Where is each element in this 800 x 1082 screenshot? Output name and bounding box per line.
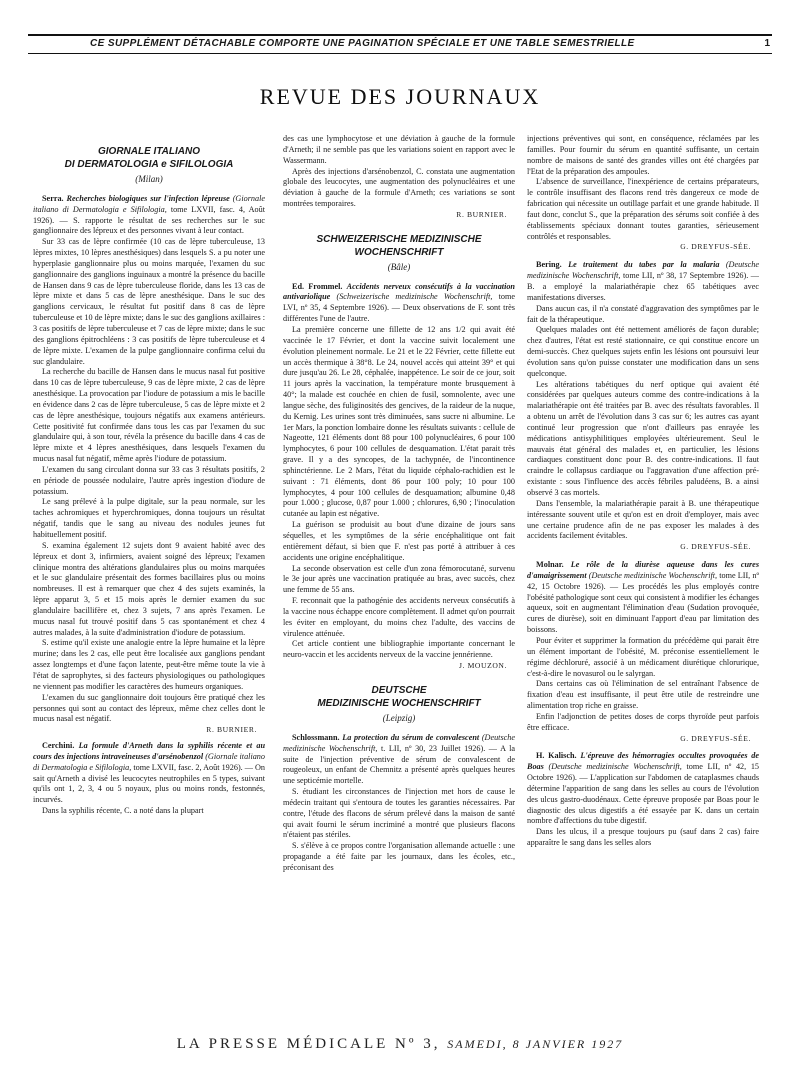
journal-title: DEUTSCHE MEDIZINISCHE WOCHENSCHRIFT: [317, 684, 481, 709]
article-cerchini-intro: Cerchini. La formule d'Arneth dans la syphilis récente et au cours des injections intraveineuses d'arsénobenzol (Giornale italiano di Dermatologia e Sifilologia, tome LXVII, fasc. 2, Août 1926). — On sait qu'Arneth a divisé les leucocytes neutrophiles en 5 types, suivant qu'ils ont 1, 2, 3, 4 ou 5 noyaux, plus ou moins ronds, festonnés, incurvés.: [33, 741, 266, 805]
supplement-banner: CE SUPPLÉMENT DÉTACHABLE COMPORTE UNE PAGINATION SPÉCIALE ET UNE TABLE SEMESTRIELLE: [90, 38, 635, 49]
journal-city: (Leipzig): [382, 712, 416, 723]
author-signature: G. DREYFUS-SÉE.: [680, 733, 751, 743]
paragraph: La guérison se produisit au bout d'une dizaine de jours sans séquelles, et les symptômes de la série encéphalitique ont fait entièrement défaut, si bien que F. n'est pas porté à attribuer à ces accidents une origine encéphalitique.: [283, 520, 515, 562]
paragraph: La seconde observation est celle d'un zona fémorocutané, survenu le 3e jour après une vaccination pratiquée au bras, avec succès, chez une femme de 55 ans.: [283, 563, 515, 595]
paragraph: Les altérations tabétiques du nerf optique qui avaient été considérées par quelques auteurs comme des contre-indications à la malariathérapie ont été traitées par B. avec des résultats favorables. Il a obtenu un arrêt de l'évolution dans 3 cas sur 6; les autres cas ayant continué leur progression que n'ont d'ailleurs pas enrayée les médications antisyphilitiques employées ultérieurement. Seul le mauvais état général des malades et, en particulier, les lésions cardiaques constituent donc pour B. des contre-indications. Il faut craindre le collapsus cardiaque ou l'aggravation d'une affection pré-existante : sous l'influence des accès fébriles paludéens, B. a ainsi observé 3 cas mortels.: [527, 379, 759, 497]
journal-city: (Milan): [135, 174, 163, 184]
paragraph: S. examina également 12 sujets dont 9 avaient habité avec des lépreux et dont 3, infirmiers, avaient soigné des lépreux; l'examen clinique montra des altérations glandulaires plus ou moins marquées et le suc glandulaire présentait des formes bacillaires plus ou moins nombreuses. Il est à remarquer que chez 4 des sujets examinés, la lèpre apparut 3, 5 et 15 mois après le dernier examen du suc glandulaire bacillifère et, chez 3 sujets, 7 ans après l'examen. Le mucus nasal fut trouvé positif dans 5 cas spontanément et chez 4 autres malades, à la suite d'administration d'iodure de potassium.: [33, 540, 265, 637]
paragraph: injections préventives qui sont, en conséquence, réclamées par les familles. Pour fournir du sérum en quantité suffisante, un certain nombre de maisons de santé des grandes villes ont été chargées par l'Etat de la préparation des ampoules.: [527, 134, 759, 176]
paragraph: La première concerne une fillette de 12 ans 1/2 qui avait été vaccinée le 17 Février, et dont la vaccine suivit localement une évolution pleinement normale. Le 21 et le 22 Février, cette fillette eut un accès thermique à 38°8. Le 24, nouvel accès qui atteint 39° et qui dure jusqu'au 26. Le 28, céphalée, inappétence. Le soir de ce jour, soit 11 jours après la vaccination, la température monte brusquement à 40°; la malade est couchée en chien de fusil, somnolente, avec une langue sèche, des fuliginosités des gencives, de la raideur de la nuque, du Kernig. Les urines sont très diminuées, sans sucre ni albumine. Le 1er Mars, la ponction lombaire donne les résultats suivants : cellule de Nageotte, 121 éléments dont 88 pour 100 polynucléaires, 6 pour 100 lymphocytes, 6 pour 100 cellules de desquamation. L'état parait très grave. Il y a des syncopes, de la tachypnée, de l'incontinence sphinctérienne. Le 2 Mars, l'état du liquide céphalo-rachidien est le suivant : 71 éléments, dont 86 pour 100 poly; 10 pour 100 lymphocytes, 4 pour 100 cellules de desquamation; albumine 0,48 pour 1.000 ; glucose, 0,87 pour 1.000 ; chlorures, 6,90 ; l'inoculation cutanée au lapin est négative.: [283, 324, 515, 519]
paragraph: L'examen du sang circulant donna sur 33 cas 3 résultats positifs, 2 en période de poussée nodulaire, l'autre après ingestion d'iodure de potassium.: [33, 464, 265, 496]
paragraph: Dans aucun cas, il n'a constaté d'aggravation des symptômes par le fait de la thérapeutique.: [527, 303, 759, 324]
article-serra-intro: Serra. Recherches biologiques sur l'infection lépreuse (Giornale italiano di Dermatologia e Sifilologia, tome LXVII, fasc. 4, Août 1926). — S. rapporte le résultat de ses recherches sur le suc ganglionnaire des lépreux et des personnes vivant à leur contact.: [33, 193, 265, 236]
masthead-title: REVUE DES JOURNAUX: [259, 84, 541, 109]
paragraph: Sur 33 cas de lèpre confirmée (10 cas de lèpre tuberculeuse, 13 lèpres mixtes, 10 lèpres anesthésiques) dans lesquels S. a pu noter une hyperplasie ganglionnaire plus ou moins marquée, l'examen du suc ganglionnaire des ganglions inguinaux a montré la présence du bacille de Hansen dans 9 cas de lèpre tuberculeuse floride, dans les 13 cas de lèpre mixte et dans 5 cas de lèpre anesthésique. Dans le suc des ganglions cervicaux, le résultat fut positif dans 8 cas de lèpre tuberculeuse et 10 de lèpre mixte; dans le suc des ganglions axillaires : 3 cas positifs de lèpre tuberculeuse et 7 cas de lèpre mixte; dans le suc des ganglions épitrochléens : 3 cas positifs de lèpre tuberculeuse et 4 de lèpre mixte. L'examen de la pulpe ganglionnaire confirma celui du suc glandulaire.: [33, 237, 265, 366]
paragraph: Le sang prélevé à la pulpe digitale, sur la peau normale, sur les taches achromiques et hyperchromiques, donna toujours un résultat négatif, tandis que le sang au niveau des nodules jeunes fut habituellement positif.: [33, 497, 265, 539]
paragraph: Enfin l'adjonction de petites doses de corps thyroïde peut parfois être efficace.: [527, 711, 759, 732]
paragraph: L'examen du suc ganglionnaire doit toujours être pratiqué chez les personnes qui sont au contact des lépreux, même chez celles dont le mucus nasal est négatif.: [33, 692, 265, 724]
paragraph: Après des injections d'arsénobenzol, C. constata une augmentation globale des leucocytes, une augmentation des polynucléaires et une déviation à gauche de la formule d'Arneth; ces variations se sont montrées temporaires.: [283, 166, 515, 209]
journal-title: GIORNALE ITALIANO DI DERMATOLOGIA e SIFILOLOGIA: [64, 146, 234, 170]
paragraph: Dans les ulcus, il a presque toujours pu (sauf dans 2 cas) faire apparaître le sang dans les selles alors: [527, 827, 759, 848]
paragraph: S. s'élève à ce propos contre l'organisation allemande actuelle : une propagande a été faite par les journaux, dans les écoles, etc., préconisant des: [283, 841, 515, 872]
paragraph: Dans la syphilis récente, C. a noté dans la plupart: [42, 806, 204, 816]
author-signature: R. BURNIER.: [206, 725, 257, 735]
paragraph: des cas une lymphocytose et une déviation à gauche de la formule d'Arneth; il ne semble pas que les variations soient en rapport avec le Wassermann.: [283, 134, 515, 165]
paragraph: Pour éviter et supprimer la formation du précédème qui parait être un élément important de l'obésité, M. préconise essentiellement le régime déchloruré, associé à un médicament diurétique chlorurique, c'est-à-dire le novasurol ou le salyrgan.: [527, 635, 759, 678]
journal-city: (Bâle): [387, 261, 411, 272]
issue-number: Nº 3,: [395, 1036, 441, 1052]
column-2: [283, 134, 515, 874]
journal-title: SCHWEIZERISCHE MEDIZINISCHE WOCHENSCHRIFT: [316, 233, 482, 258]
publication-name: LA PRESSE MÉDICALE: [176, 1036, 389, 1052]
paragraph: La recherche du bacille de Hansen dans le mucus nasal fut positive dans 10 cas de lèpre tuberculeuse, 9 cas de lèpre mixte, 2 cas de lèpre anesthésique. La provocation par l'iodure de potassium a mis le bacille en évidence dans 2 cas de lèpre tuberculeuse, 5 cas de lèpre mixte et 2 cas de lèpre anesthésique, toujours négatifs aux examens antérieurs. Cette positivité fut confirmée dans tous les cas par l'examen du suc glandulaire qui, à son tour, révéla la présence du bacille dans 4 cas de lèpre mixte et 4 lèpres anesthésiques, dans lesquels l'examen du mucus nasal fut négatif, même après l'iodure de potassium.: [33, 367, 265, 464]
footer-issue-line: [0, 1036, 800, 1053]
header-rule: [28, 34, 772, 54]
article-kalisch-intro: H. Kalisch. L'épreuve des hémorragies occultes provoquées de Boas (Deutsche medizinische Wochenschrift, tome LII, nº 42, 15 Octobre 1926). — L'application sur l'abdomen de cataplasmes chauds détermine l'apparition de sang dans les selles au cours de l'évolution des ulcus gastro-duodénaux. Cette épreuve proposée par Boas pour le diagnostic des ulcus digestifs a été essayée par K. dans un certain nombre d'affections du tube digestif.: [527, 751, 760, 826]
author-signature: R. BURNIER.: [456, 209, 507, 219]
page-number: 1: [764, 38, 770, 49]
paragraph: Dans certains cas où l'élimination de sel entraînant l'absence de fixation d'eau est insuffisante, il peut être utile de restreindre une alimentation trop riche en graisse.: [527, 679, 759, 711]
paragraph: S. estime qu'il existe une analogie entre la lèpre humaine et la lèpre murine; dans les 2 cas, elle peut être localisée aux ganglions pendant assez longtemps et d'une façon latente, peut-être même toute la vie à l'état de saprophytes, si des facteurs physiologiques ou pathologiques ne viennent pas modifier les caractères des humeurs organiques.: [33, 638, 265, 691]
column-1: [33, 139, 265, 817]
article-schlossmann-intro: Schlossmann. La protection du sérum de convalescent (Deutsche medizinische Wochenschrift, t. LII, nº 30, 23 Juillet 1926). — A la suite de l'injection préventive de sérum de convalescent de rougeoleux, un enfant de Chemnitz a présenté après quelques heures une septicémie mortelle.: [283, 732, 516, 786]
article-molnar-intro: Molnar. Le rôle de la diurèse aqueuse dans les cures d'amaigrissement (Deutsche medizinische Wochenschrift, tome LII, nº 42, 15 Octobre 1926). — Les procédés les plus employés contre l'obésité pathologique sont ceux qui consistent à modifier les échanges aqueux, soit en augmentant l'élimination d'eau (Sudation provoquée, cures de diurèse), soit en diminuant l'apport d'eau par limitation des boissons.: [527, 560, 760, 635]
paragraph: S. étudiant les circonstances de l'injection met hors de cause le médecin traitant qui s'entoura de toutes les garanties nécessaires. Par contre, l'étude des flacons de sérum prélevé dans la maison de santé qui avait fourni le sérum incriminé a montré que plusieurs flacons n'étaient pas stériles.: [283, 787, 515, 840]
author-signature: G. DREYFUS-SÉE.: [680, 242, 751, 252]
author-signature: J. MOUZON.: [459, 661, 507, 671]
paragraph: Dans l'ensemble, la malariathérapie parait à B. une thérapeutique intéressante souvent utile et qu'on est en droit d'employer, mais avec une certaine prudence afin de ne pas exposer les malades à des accidents facilement évitables.: [527, 498, 759, 541]
author-signature: G. DREYFUS-SÉE.: [680, 542, 751, 552]
article-frommel-intro: Ed. Frommel. Accidents nerveux consécutifs à la vaccination antivariolique (Schweizerische medizinische Wochenschrift, tome LVI, nº 35, 4 Septembre 1926). — Deux observations de F. sont très différentes l'une de l'autre.: [283, 281, 515, 324]
column-3: [527, 134, 759, 849]
paragraph: L'absence de surveillance, l'inexpérience de certains préparateurs, le contrôle insuffisant des flacons rend très dangereux ce mode de fabrication qui nécessite un outillage parfait et une grande habitude. Il faut donc, conclut S., que la préparation des sérums soit confiée à des établissements spéciaux donnant toutes garanties, sérieusement contrôlés et responsables.: [527, 177, 759, 241]
paragraph: Cet article contient une bibliographie importante concernant le neuro-vaccin et les accidents nerveux de la vaccine jennérienne.: [283, 639, 515, 660]
article-bering-intro: Bering. Le traitement du tabes par la malaria (Deutsche medizinische Wochenschrift, tome LII, nº 38, 17 Septembre 1926). — B. a employé la malariathérapie chez 65 tabétiques avec manifestations diverses.: [527, 260, 760, 302]
issue-date: SAMEDI, 8 JANVIER 1927: [447, 1037, 624, 1051]
paragraph: F. reconnait que la pathogénie des accidents nerveux consécutifs à la vaccine nous échappe encore complètement. Il admet qu'on pourrait les éviter en employant, du moins chez l'adulte, des vaccins de virulence atténuée.: [283, 596, 515, 638]
paragraph: Quelques malades ont été nettement améliorés de façon durable; chez d'autres, l'état est resté stationnaire, ce qui constitue encore un demi-succès. Chez quelques sujets enfin les lésions ont poursuivi leur évolution sans qu'on puisse constater une modification dans un sens quelconque.: [527, 325, 759, 378]
